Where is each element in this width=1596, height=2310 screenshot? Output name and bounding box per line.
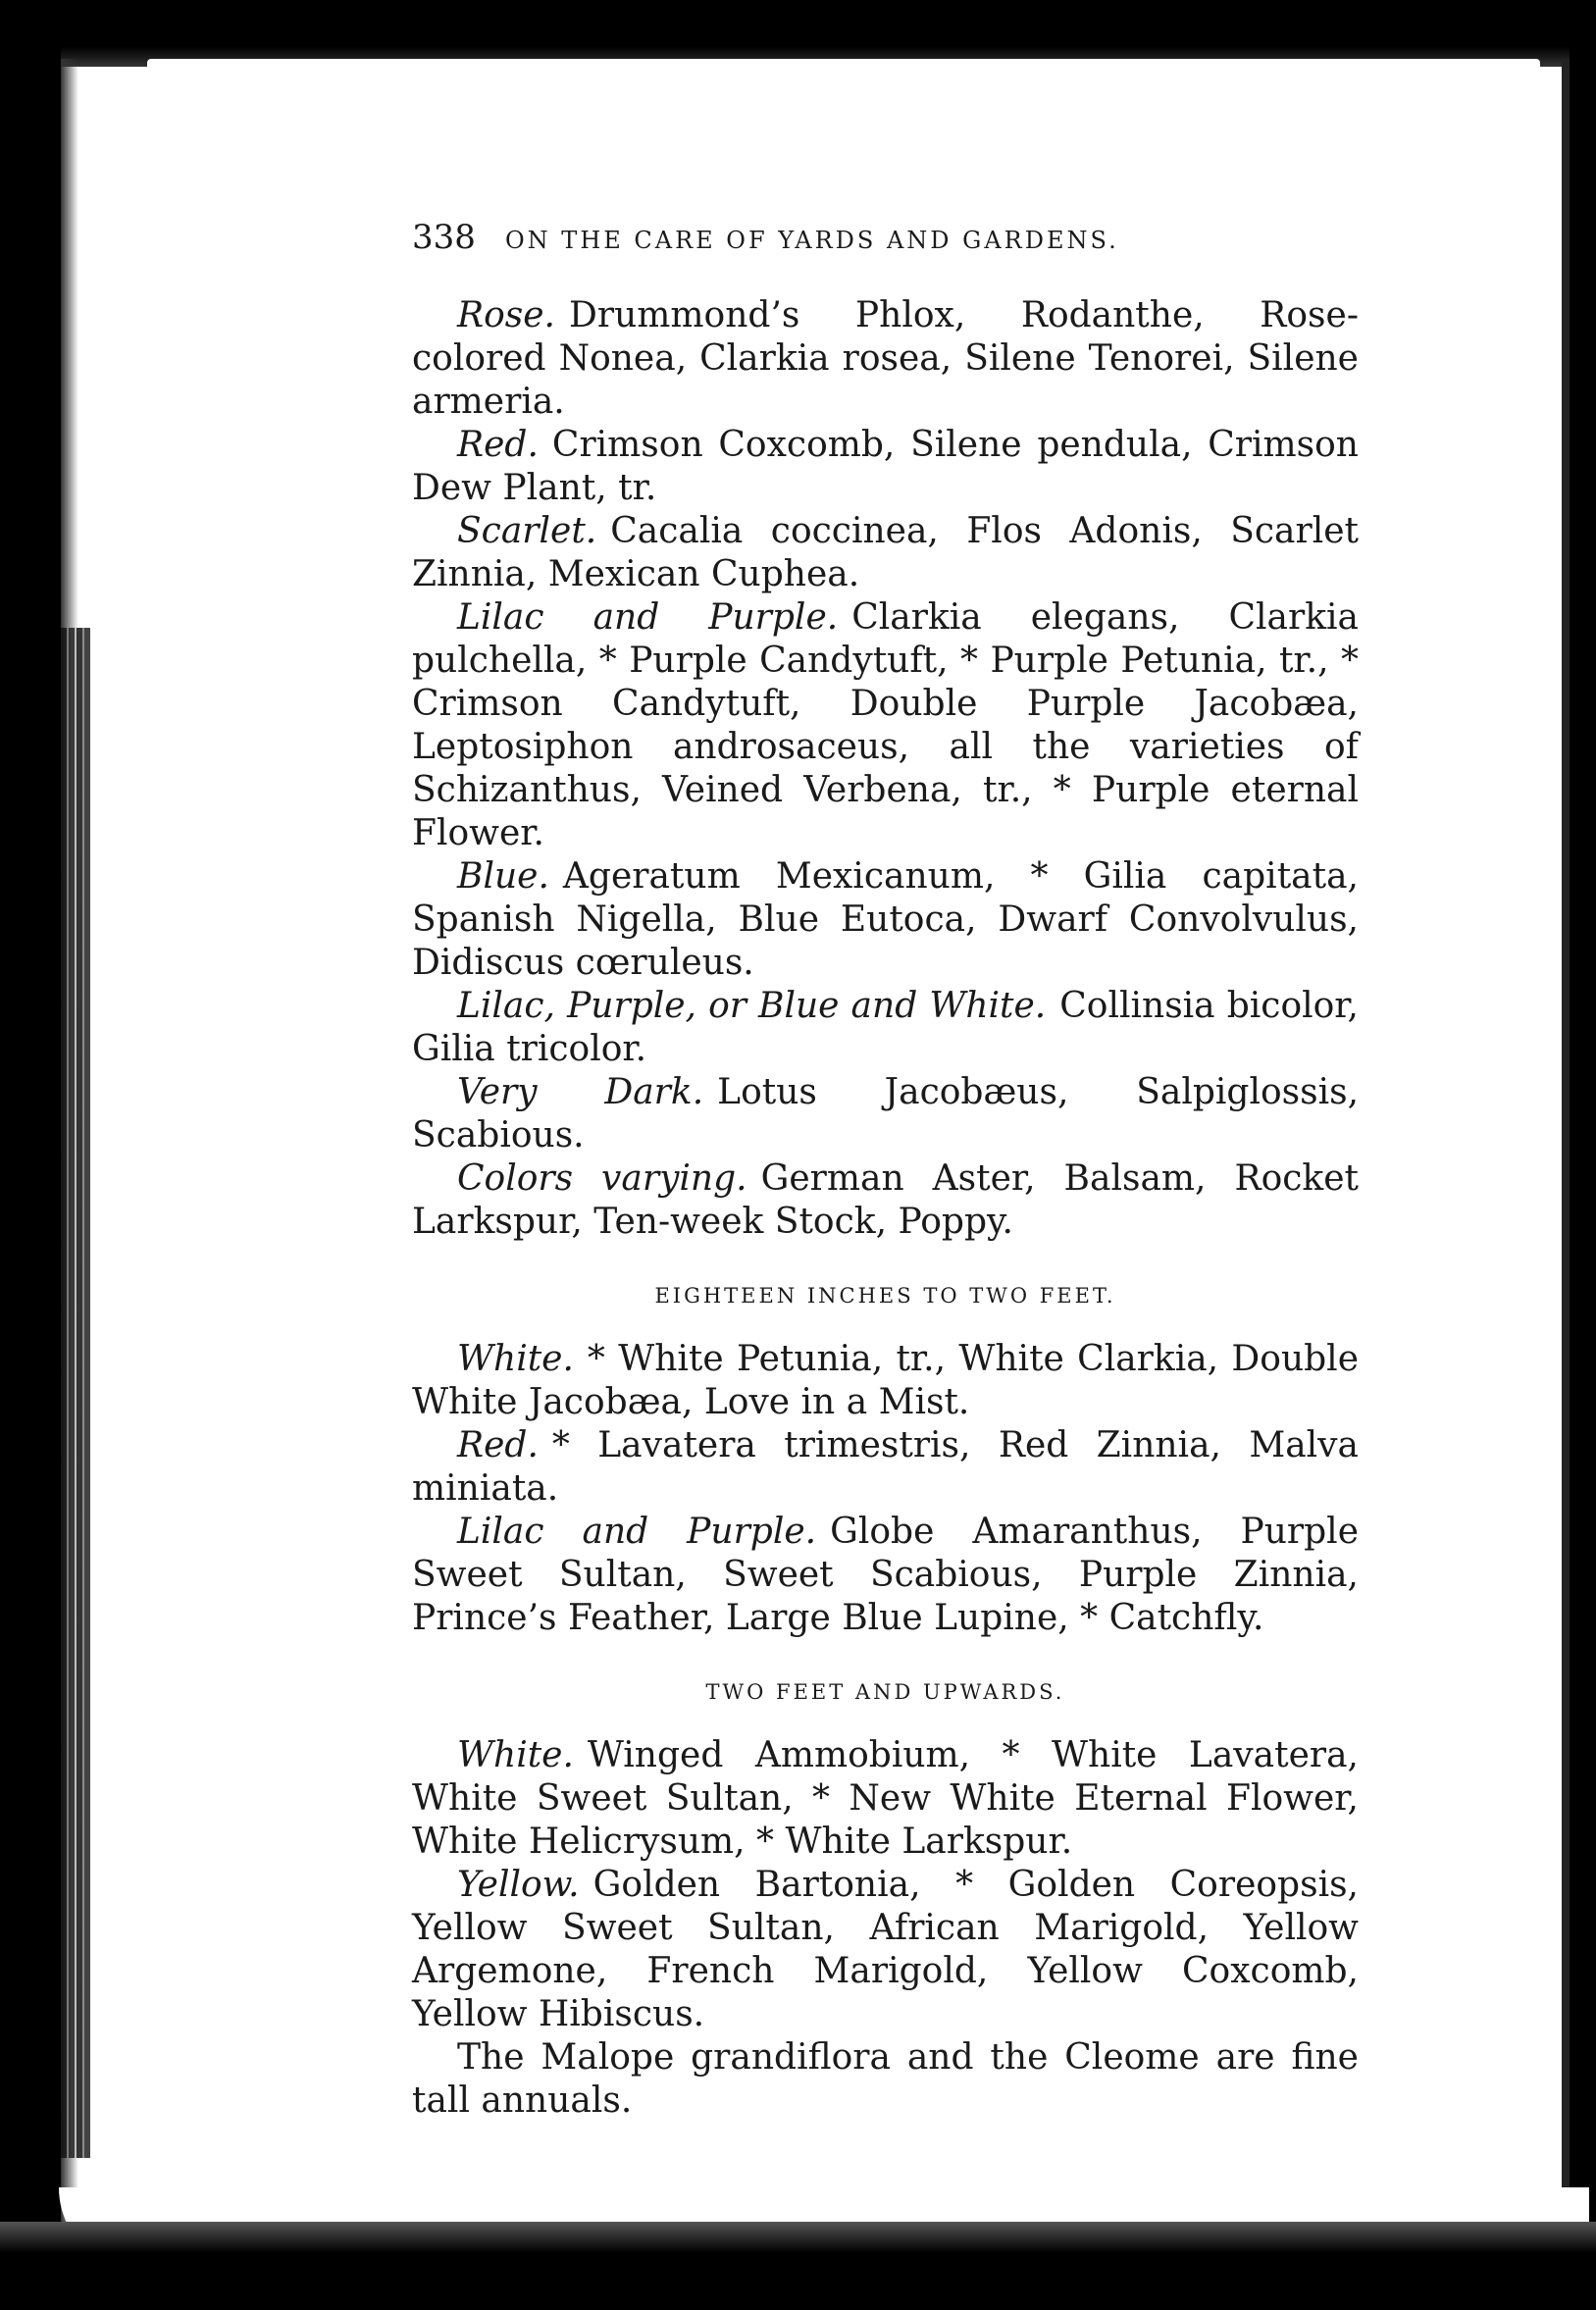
plant-list: Cacalia coccinea, Flos Adonis, Scarlet Zinnia, Mexican Cuphea. [412,511,1359,594]
scan-edge-right [1562,59,1570,2217]
plant-entry [412,1071,1359,1157]
scan-edge-bottom [0,2222,1596,2310]
scan-edge-right-outer [1570,0,1596,2310]
plant-entry [412,1338,1359,1424]
running-head [412,218,1359,257]
plant-list: * White Petunia, tr., White Clarkia, Double White Jacobæa, Love in a Mist. [412,1339,1359,1422]
color-label: Lilac and Purple. [457,1512,817,1552]
color-label: Very Dark. [457,1072,704,1112]
color-label: Red. [457,1425,539,1465]
plant-entry [412,2036,1359,2123]
color-label: Scarlet. [457,511,597,551]
page-body [412,294,1359,2123]
plant-list: * Lavatera trimestris, Red Zinnia, Malva miniata. [412,1425,1359,1509]
color-label: Red. [457,425,539,465]
color-label: Colors varying. [457,1158,747,1199]
plant-list: Clarkia elegans, Clarkia pulchella, * Purple Candytuft, * Purple Petunia, tr., * Crimson Candytuft, Double Purple Jacobæa, Leptosiphon androsaceus, all the varieties of Schizanthus, Veined Verbena, tr., * Purple eternal Flower. [412,597,1359,853]
section-1 [412,1283,1359,1640]
plant-list: Golden Bartonia, * Golden Coreopsis, Yellow Sweet Sultan, African Marigold, Yellow Argemone, French Marigold, Yellow Coxcomb, Yellow Hibiscus. [412,1865,1359,2034]
color-label: Rose. [457,295,556,335]
plant-list: Drummond’s Phlox, Rodanthe, Rose-colored Nonea, Clarkia rosea, Silene Tenorei, Silene armeria. [412,295,1359,422]
page-number: 338 [412,218,476,257]
plant-list: Collinsia bicolor, Gilia tricolor. [412,986,1359,1069]
plant-entry [412,510,1359,596]
plant-entry [412,424,1359,510]
book-page [412,218,1359,2123]
color-label: White. [457,1339,574,1379]
plant-entry [412,596,1359,855]
plant-list: Crimson Coxcomb, Silene pendula, Crimson Dew Plant, tr. [412,425,1359,508]
section-heading: TWO FEET AND UPWARDS. [705,1680,1065,1704]
plant-entry [412,1424,1359,1511]
section-heading: EIGHTEEN INCHES TO TWO FEET. [654,1284,1116,1308]
color-label: White. [457,1735,574,1775]
section-2 [412,1679,1359,2123]
plant-list: The Malope grandiflora and the Cleome are fine tall annuals. [412,2037,1359,2121]
color-label: Yellow. [457,1865,580,1905]
scan-edge-top-notch [147,59,1540,69]
plant-entry [412,1511,1359,1640]
scan-edge-top [0,0,1596,67]
plant-list: Ageratum Mexicanum, * Gilia capitata, Spanish Nigella, Blue Eutoca, Dwarf Convolvulus, Didiscus cœruleus. [412,856,1359,983]
color-label: Lilac, Purple, or Blue and White. [457,986,1047,1026]
color-label: Blue. [457,856,549,897]
plant-entry [412,294,1359,424]
running-title: ON THE CARE OF YARDS AND GARDENS. [505,227,1119,254]
plant-entry [412,1157,1359,1244]
plant-entry [412,985,1359,1071]
color-label: Lilac and Purple. [457,597,839,638]
scan-edge-left [0,0,61,2310]
plant-list: German Aster, Balsam, Rocket Larkspur, Ten-week Stock, Poppy. [412,1158,1359,1242]
plant-list: Globe Amaranthus, Purple Sweet Sultan, Sweet Scabious, Purple Zinnia, Prince’s Feather, Large Blue Lupine, * Catchfly. [412,1512,1359,1638]
section-0 [412,294,1359,1244]
plant-entry [412,1734,1359,1864]
plant-list: Lotus Jacobæus, Salpiglossis, Scabious. [412,1072,1360,1155]
scan-edge-left-binding [61,628,90,2158]
plant-list: Winged Ammobium, * White Lavatera, White Sweet Sultan, * New White Eternal Flower, White Helicrysum, * White Larkspur. [412,1735,1359,1862]
plant-entry [412,855,1359,985]
plant-entry [412,1864,1359,2036]
